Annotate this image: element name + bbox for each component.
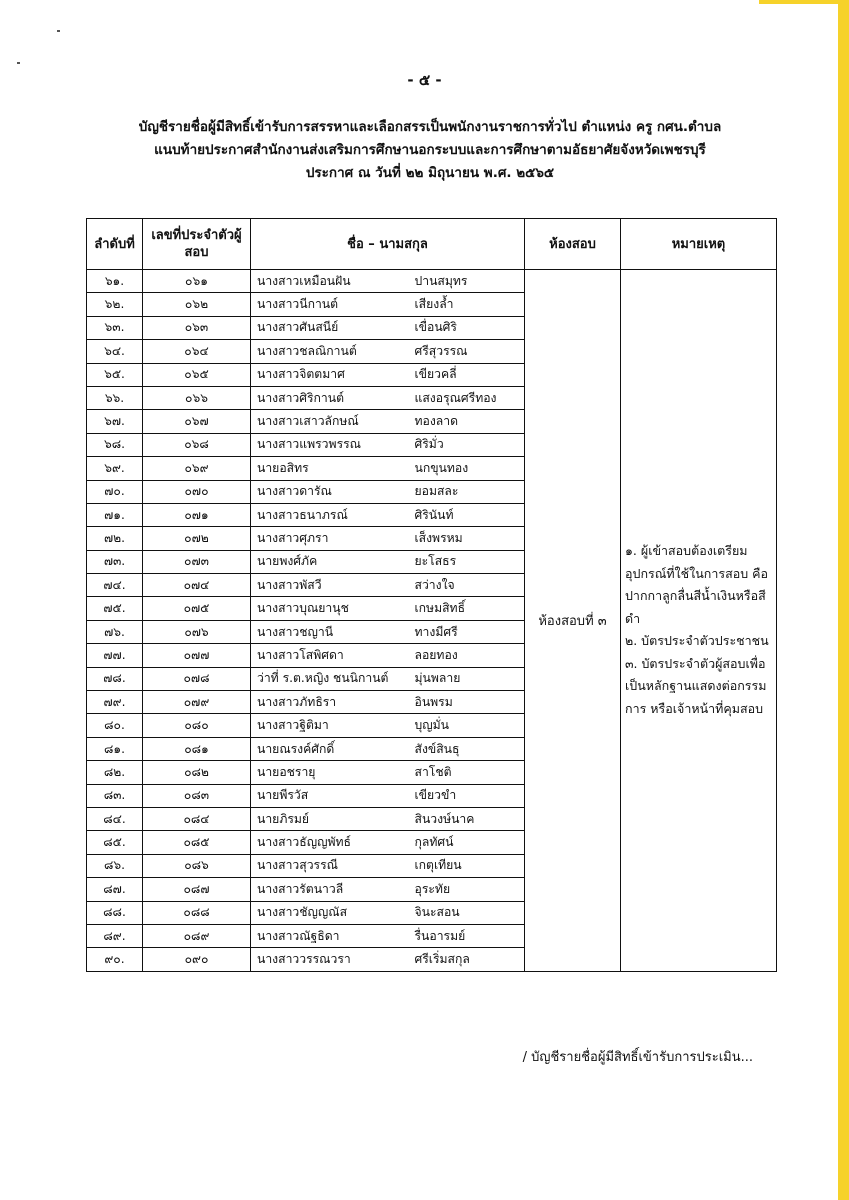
row-exam-id: ๐๘๓ [143, 784, 251, 807]
row-first-name: นางสาวเสาวลักษณ์ [251, 410, 409, 433]
row-first-name: นายพีรวัส [251, 784, 409, 807]
row-exam-id: ๐๗๙ [143, 691, 251, 714]
title-line: บัญชีรายชื่อผู้มีสิทธิ์เข้ารับการสรรหาและเลือกสรรเป็นพนักงานราชการทั่วไป ตำแหน่ง ครู กศน.ตำบล [138, 119, 722, 135]
row-exam-id: ๐๗๔ [143, 574, 251, 597]
title-line: แนบท้ายประกาศสำนักงานส่งเสริมการศึกษานอกระบบและการศึกษาตามอัธยาศัยจังหวัดเพชรบุรี [154, 142, 706, 158]
row-last-name: ลอยทอง [409, 644, 525, 667]
row-exam-id: ๐๘๔ [143, 807, 251, 830]
row-exam-id: ๐๖๘ [143, 433, 251, 456]
row-first-name: นางสาวภัทธิรา [251, 691, 409, 714]
row-order: ๘๘. [87, 901, 143, 924]
row-first-name: นายพงศ์ภัค [251, 550, 409, 573]
row-first-name: นายภิรมย์ [251, 807, 409, 830]
row-order: ๗๕. [87, 597, 143, 620]
row-first-name: นางสาวชญานี [251, 620, 409, 643]
remark-item: ๑. ผู้เข้าสอบต้องเตรียมอุปกรณ์ที่ใช้ในการสอบ คือ ปากกาลูกลื่นสีน้ำเงินหรือสีดำ [625, 543, 769, 626]
row-first-name: นางสาวศันสนีย์ [251, 316, 409, 339]
remark-item: ๒. บัตรประจำตัวประชาชน [625, 633, 769, 648]
table-row [87, 270, 777, 293]
row-exam-id: ๐๘๙ [143, 924, 251, 947]
row-last-name: รื่นอารมย์ [409, 924, 525, 947]
row-order: ๖๘. [87, 433, 143, 456]
row-order: ๖๕. [87, 363, 143, 386]
row-exam-id: ๐๖๙ [143, 457, 251, 480]
row-exam-id: ๐๗๘ [143, 667, 251, 690]
row-exam-id: ๐๗๓ [143, 550, 251, 573]
page-edge-highlight-top [759, 0, 849, 4]
row-first-name: ว่าที่ ร.ต.หญิง ชนนิกานต์ [251, 667, 409, 690]
row-exam-id: ๐๗๗ [143, 644, 251, 667]
row-last-name: เขียวคลี่ [409, 363, 525, 386]
row-order: ๗๖. [87, 620, 143, 643]
row-exam-id: ๐๖๕ [143, 363, 251, 386]
row-last-name: ศรีเริ่มสกุล [409, 948, 525, 971]
row-exam-id: ๐๘๒ [143, 761, 251, 784]
remark-item: ๓. บัตรประจำตัวผู้สอบเพื่อเป็นหลักฐานแสดงต่อกรรมการ หรือเจ้าหน้าที่คุมสอบ [625, 655, 767, 716]
row-first-name: นางสาวศิริกานต์ [251, 386, 409, 409]
row-exam-id: ๐๗๖ [143, 620, 251, 643]
row-exam-id: ๐๙๐ [143, 948, 251, 971]
row-order: ๖๔. [87, 340, 143, 363]
row-last-name: ยอมสละ [409, 480, 525, 503]
row-exam-id: ๐๖๒ [143, 293, 251, 316]
row-exam-id: ๐๗๕ [143, 597, 251, 620]
row-first-name: นางสาวชัญญณัส [251, 901, 409, 924]
row-order: ๗๔. [87, 574, 143, 597]
row-last-name: ยะโสธร [409, 550, 525, 573]
row-exam-id: ๐๘๗ [143, 878, 251, 901]
row-order: ๘๒. [87, 761, 143, 784]
row-order: ๗๘. [87, 667, 143, 690]
table-body [87, 270, 777, 972]
row-last-name: สินวงษ์นาค [409, 807, 525, 830]
row-first-name: นางสาวณัฐธิดา [251, 924, 409, 947]
row-last-name: เขื่อนศิริ [409, 316, 525, 339]
row-first-name: นางสาวแพรวพรรณ [251, 433, 409, 456]
remarks-list [625, 540, 772, 720]
row-order: ๘๓. [87, 784, 143, 807]
row-first-name: นางสาวชลณิกานต์ [251, 340, 409, 363]
row-order: ๘๗. [87, 878, 143, 901]
header-order: ลำดับที่ [87, 219, 143, 270]
row-order: ๘๕. [87, 831, 143, 854]
row-exam-id: ๐๖๖ [143, 386, 251, 409]
header-room: ห้องสอบ [525, 219, 621, 270]
row-first-name: นายอสิทร [251, 457, 409, 480]
row-last-name: อุระทัย [409, 878, 525, 901]
row-last-name: ปานสมุทร [409, 270, 525, 293]
continuation-note: / บัญชีรายชื่อผู้มีสิทธิ์เข้ารับการประเมิน... [522, 1050, 753, 1065]
row-last-name: ทางมีศรี [409, 620, 525, 643]
row-last-name: กุลทัศน์ [409, 831, 525, 854]
row-last-name: สังข์สินธุ [409, 737, 525, 760]
row-exam-id: ๐๘๑ [143, 737, 251, 760]
header-note: หมายเหตุ [621, 219, 777, 270]
row-order: ๗๐. [87, 480, 143, 503]
row-exam-id: ๐๘๕ [143, 831, 251, 854]
row-order: ๗๒. [87, 527, 143, 550]
row-exam-id: ๐๖๓ [143, 316, 251, 339]
row-last-name: เกษมสิทธิ์ [409, 597, 525, 620]
row-exam-id: ๐๖๗ [143, 410, 251, 433]
row-exam-id: ๐๘๖ [143, 854, 251, 877]
row-first-name: นางสาวธัญญพัทธ์ [251, 831, 409, 854]
row-last-name: เสียงล้ำ [409, 293, 525, 316]
row-first-name: นางสาวจิตตมาศ [251, 363, 409, 386]
row-order: ๖๗. [87, 410, 143, 433]
table-header-row [87, 219, 777, 270]
row-last-name: ศรีสุวรรณ [409, 340, 525, 363]
page-number: - ๕ - [407, 71, 442, 89]
row-order: ๗๗. [87, 644, 143, 667]
scan-speck [57, 30, 60, 32]
row-order: ๖๒. [87, 293, 143, 316]
row-order: ๗๓. [87, 550, 143, 573]
row-first-name: นางสาวรัตนาวลี [251, 878, 409, 901]
row-last-name: มุ่นพลาย [409, 667, 525, 690]
row-last-name: สว่างใจ [409, 574, 525, 597]
row-last-name: นกขุนทอง [409, 457, 525, 480]
row-first-name: นางสาวฐิติมา [251, 714, 409, 737]
row-order: ๘๖. [87, 854, 143, 877]
row-last-name: แสงอรุณศรีทอง [409, 386, 525, 409]
row-exam-id: ๐๘๘ [143, 901, 251, 924]
row-first-name: นางสาวพัสวี [251, 574, 409, 597]
page-edge-highlight [838, 0, 849, 1200]
row-last-name: บุญมั่น [409, 714, 525, 737]
row-order: ๗๑. [87, 503, 143, 526]
row-order: ๘๐. [87, 714, 143, 737]
row-first-name: นางสาวบุณยานุช [251, 597, 409, 620]
header-name: ชื่อ – นามสกุล [251, 219, 525, 270]
row-order: ๘๔. [87, 807, 143, 830]
row-first-name: นายณรงค์ศักดิ์ [251, 737, 409, 760]
row-exam-id: ๐๗๒ [143, 527, 251, 550]
row-first-name: นางสาวธนาภรณ์ [251, 503, 409, 526]
row-order: ๘๙. [87, 924, 143, 947]
row-last-name: อินพรม [409, 691, 525, 714]
row-exam-id: ๐๗๑ [143, 503, 251, 526]
row-first-name: นางสาวศุภรา [251, 527, 409, 550]
row-order: ๗๙. [87, 691, 143, 714]
remarks-cell [621, 270, 777, 972]
row-last-name: เขียวขำ [409, 784, 525, 807]
row-first-name: นายอชรายุ [251, 761, 409, 784]
row-order: ๖๖. [87, 386, 143, 409]
row-order: ๖๙. [87, 457, 143, 480]
row-last-name: ศิรินันท์ [409, 503, 525, 526]
row-last-name: ศิริมั่ว [409, 433, 525, 456]
candidate-table [86, 218, 777, 972]
row-order: ๖๑. [87, 270, 143, 293]
row-last-name: สาโชติ [409, 761, 525, 784]
row-first-name: นางสาวดารัณ [251, 480, 409, 503]
title-line: ประกาศ ณ วันที่ ๒๒ มิถุนายน พ.ศ. ๒๕๖๕ [305, 165, 555, 181]
row-first-name: นางสาวเหมือนฝัน [251, 270, 409, 293]
row-order: ๘๑. [87, 737, 143, 760]
row-first-name: นางสาวโสพิศดา [251, 644, 409, 667]
row-last-name: จินะสอน [409, 901, 525, 924]
row-exam-id: ๐๗๐ [143, 480, 251, 503]
row-first-name: นางสาวนีกานต์ [251, 293, 409, 316]
scan-speck [17, 62, 20, 64]
row-order: ๙๐. [87, 948, 143, 971]
exam-room-cell: ห้องสอบที่ ๓ [525, 270, 621, 972]
row-exam-id: ๐๘๐ [143, 714, 251, 737]
row-first-name: นางสาววรรณวรา [251, 948, 409, 971]
row-order: ๖๓. [87, 316, 143, 339]
row-last-name: ทองลาด [409, 410, 525, 433]
row-exam-id: ๐๖๔ [143, 340, 251, 363]
header-exam-id: เลขที่ประจำตัวผู้สอบ [143, 219, 251, 270]
document-title [110, 116, 750, 185]
row-exam-id: ๐๖๑ [143, 270, 251, 293]
row-first-name: นางสาวสุวรรณี [251, 854, 409, 877]
row-last-name: เกตุเทียน [409, 854, 525, 877]
row-last-name: เส็งพรหม [409, 527, 525, 550]
